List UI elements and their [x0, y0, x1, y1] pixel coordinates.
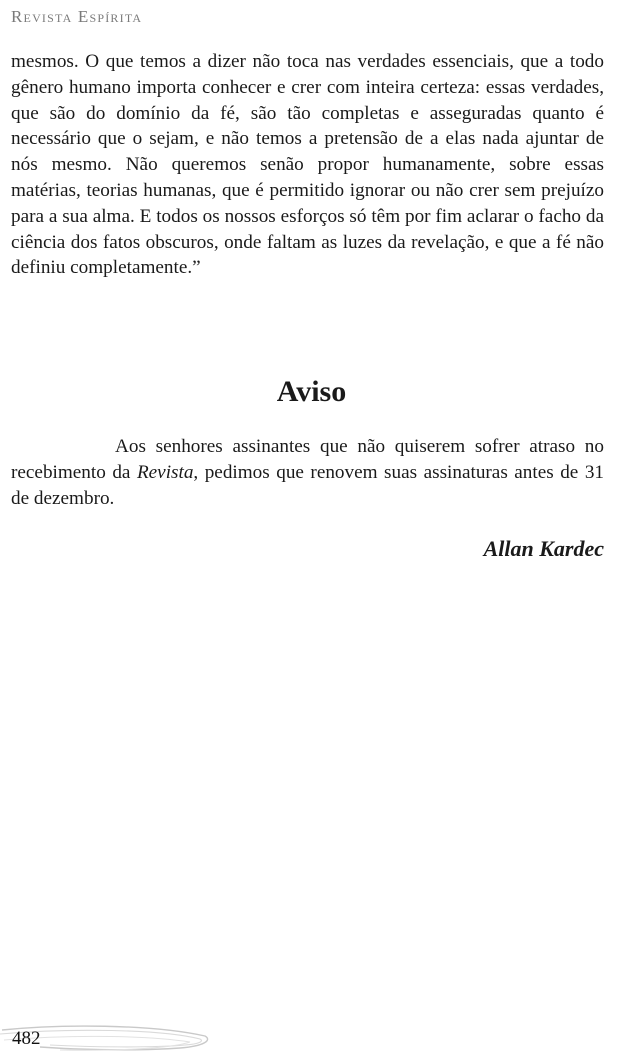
notice-paragraph	[11, 434, 604, 511]
notice-text-end: , pedimos que renovem suas assinaturas antes de 31 de dezembro.	[11, 461, 605, 509]
running-title: Revista Espírita	[11, 7, 143, 26]
section-title: Aviso	[276, 375, 347, 408]
page-number: 482	[12, 1028, 41, 1049]
author-signature: Allan Kardec	[483, 536, 604, 561]
page-footer	[0, 1020, 623, 1062]
notice-text-start: Aos senhores assinantes que não quiserem sofrer atraso no recebimento da	[11, 436, 604, 483]
journal-title-italic: Revista	[136, 461, 194, 483]
continued-paragraph: mesmos. O que temos a dizer não toca nas verdades essenciais, que a todo gênero humano importa conhecer e crer com inteira certeza: essas verdades, que são do domínio da fé, são tão completas e asseguradas quanto é necessário que o sejam, e não temos a pretensão de a elas nada ajuntar de nós mesmo. Não queremos senão propor humanamente, sobre essas matérias, teorias humanas, que é permitido ignorar ou não crer sem prejuízo para a sua alma. E todos os nossos esforços só têm por fim aclarar o facho da ciência dos fatos obscuros, onde faltam as luzes da revelação, e que a fé não definiu completamente.”	[11, 51, 604, 279]
